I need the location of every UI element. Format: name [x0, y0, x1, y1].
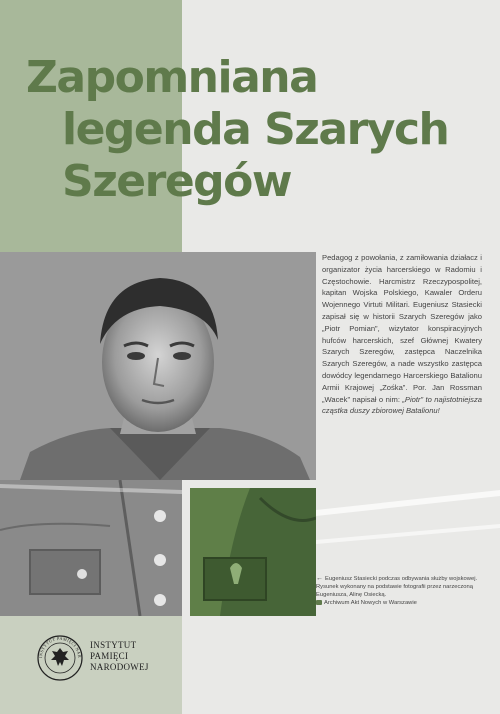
biography-main: Pedagog z powołania, z zamiłowania działacz i organizator życia harcerskiego w Radomiu i Częstochowie. Harcmistrz Rzeczypospolitej, kapitan Wojska Polskiego, Kawaler Orderu Wojennego Virtuti Militari. Eugeniusz Stasiecki zapisał się w historii Szarych Szeregów jako „Piotr Pomian”, wizytator konspiracyjnych hufców harcerskich, szef Głównej Kwatery Szarych Szeregów, zastępca Naczelnika Szarych Szeregów, a nade wszystko zastępca dowódcy legendarnego Harcerskiego Batalionu Armii Krajowej „Zośka”. Por. Jan Rossman „Wacek” napisał o nim: — [322, 253, 482, 404]
portrait-drawing — [0, 252, 316, 480]
ipn-line-1: INSTYTUT — [90, 640, 137, 650]
title-line-1: Zapomniana — [26, 52, 318, 103]
portrait-photo — [0, 252, 316, 480]
ipn-line-2: PAMIĘCI — [90, 651, 129, 661]
camera-icon — [316, 600, 322, 605]
photo-caption — [316, 575, 486, 607]
poster-title — [26, 52, 486, 208]
decorative-streaks — [0, 470, 500, 570]
ipn-line-3: NARODOWEJ — [90, 662, 149, 672]
title-line-2: legenda Szarych — [62, 104, 449, 155]
seal-text: INSTYTUT PAMIĘCI NAR — [37, 635, 83, 659]
caption-source: Archiwum Akt Nowych w Warszawie — [324, 600, 417, 606]
ipn-wordmark — [90, 640, 149, 673]
biography-quote: „Piotr” to najistotniejsza cząstka duszy zbiorowej Batalionu! — [322, 394, 482, 416]
eagle-seal-icon — [36, 634, 84, 682]
biography-text — [322, 252, 482, 417]
title-line-3: Szeregów — [62, 156, 292, 207]
caption-text: Eugeniusz Stasiecki podczas odbywania służby wojskowej. Rysunek wykonany na podstawie fotografii przez narzeczoną Eugeniusza, Alinę Osiecką. — [316, 576, 478, 598]
ipn-logo — [36, 634, 176, 686]
arrow-left-icon: ← — [316, 575, 323, 582]
